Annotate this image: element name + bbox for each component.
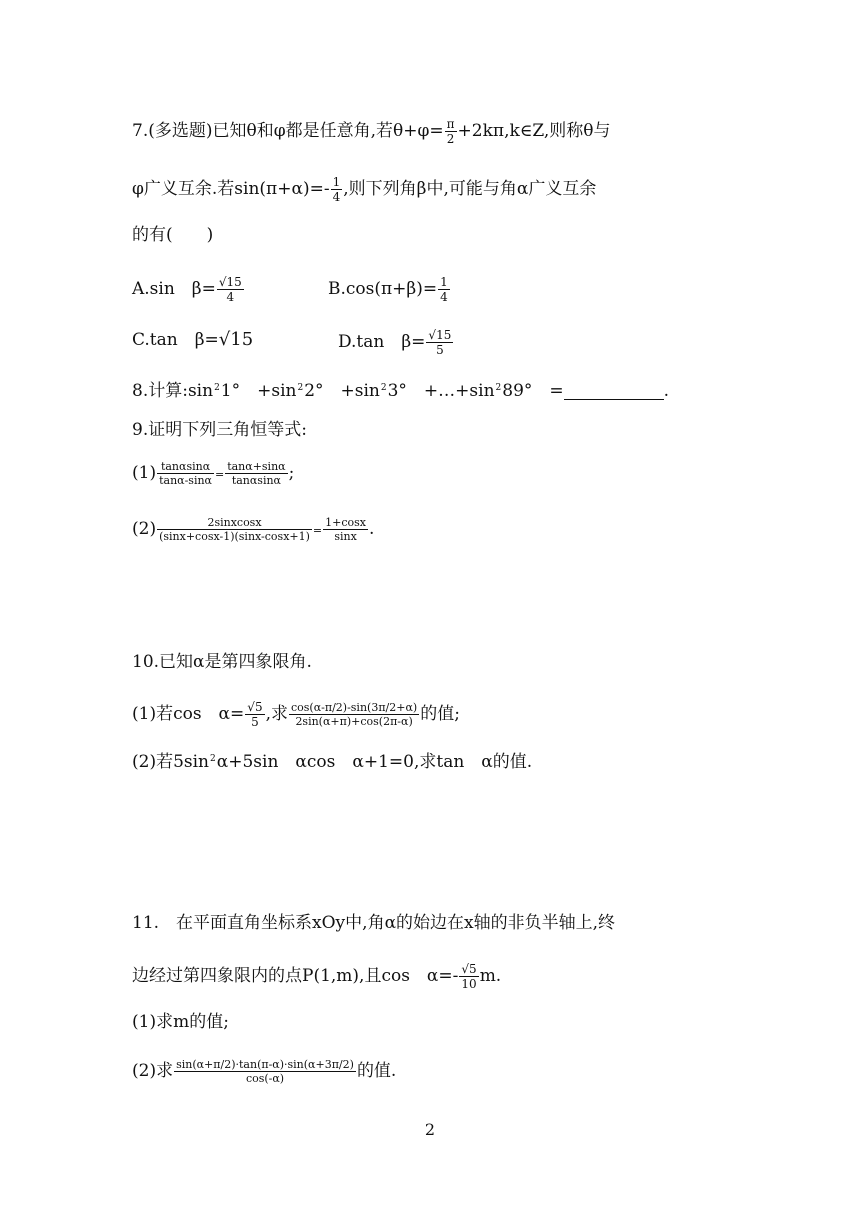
- q7-option-c: C.tan β=√15: [132, 329, 254, 350]
- fraction: $\frac{\tan\alpha+\sin\alpha}{\tan\alpha\sin\alpha}$: [227, 460, 286, 487]
- q9-title: 9.证明下列三角恒等式:: [132, 420, 307, 440]
- q10-part-2: (2)若$5\sin^2\alpha+5\sin$ αcos α+1=0,求tan α的值.: [132, 752, 533, 772]
- fraction: $\frac{\text{2sinxcosx}}{(\sin x+\cos x-1)(\sin x-\cos x+1)}$: [159, 516, 310, 543]
- q9-part-1: (1) $\frac{\tan\alpha\sin\alpha}{\tan\alpha-\sin\alpha}$ = $\frac{\tan\alpha+\sin\alpha}{\tan\alpha\sin\alpha}$ ;: [132, 460, 295, 487]
- fraction: $\frac{√5}{5}$: [247, 700, 263, 729]
- q7-option-a: A.sin β= $\frac{√15}{4}$: [132, 275, 242, 304]
- fraction: $\frac{\cos(\alpha-\pi/2)-\sin(3\pi/2+\alpha)}{2\sin(\alpha+\pi)+\cos(2\pi-\alpha)}$: [290, 701, 418, 728]
- fraction-pi-over-2: $\frac{\pi}{2}$: [446, 117, 455, 146]
- q11-line-2: 边经过第四象限内的点P(1,m),且cos α=- $\frac{√5}{10}$ m.: [132, 962, 502, 991]
- q11-part-2: (2)求 $\frac{\sin(\alpha+\pi/2)\cdot\tan(\pi-\alpha)\cdot\sin(\alpha+3\pi/2)}{\cos(-\alpha)}$ 的值.: [132, 1058, 397, 1085]
- fraction: $\frac{1}{4}$: [440, 275, 448, 304]
- page-number: 2: [424, 1120, 436, 1139]
- q9-part-2: (2) $\frac{\text{2sinxcosx}}{(\sin x+\cos x-1)(\sin x-\cos x+1)}$ = $\frac{1+\cos x}{\sin x}$ .: [132, 516, 375, 543]
- fraction: $\frac{√5}{10}$: [461, 962, 477, 991]
- q10-part-1: (1)若cos α= $\frac{√5}{5}$ ,求 $\frac{\cos(\alpha-\pi/2)-\sin(3\pi/2+\alpha)}{2\sin(\alpha+\pi)+\cos(2\pi-\alpha)}$ 的值;: [132, 700, 460, 729]
- q11-part-1: (1)求m的值;: [132, 1012, 229, 1032]
- q7-line-3: 的有( ): [132, 225, 214, 245]
- fraction-one-quarter: $\frac{1}{4}$: [332, 175, 341, 204]
- fraction: $\frac{1+\cos x}{\sin x}$: [325, 516, 366, 543]
- q7-text: 7.(多选题)已知θ和φ都是任意角,若θ+φ=: [132, 121, 444, 141]
- answer-blank: [564, 381, 664, 400]
- q7-text: +2kπ,k∈Z,则称θ与: [457, 121, 611, 141]
- fraction: $\frac{\tan\alpha\sin\alpha}{\tan\alpha-\sin\alpha}$: [159, 460, 212, 487]
- q11-line-1: 11. 在平面直角坐标系xOy中,角α的始边在x轴的非负半轴上,终: [132, 913, 616, 933]
- fraction: $\frac{\sin(\alpha+\pi/2)\cdot\tan(\pi-\alpha)\cdot\sin(\alpha+3\pi/2)}{\cos(-\alpha)}$: [176, 1058, 354, 1085]
- fraction: $\frac{√15}{5}$: [428, 328, 452, 357]
- q7-line-1: [132, 117, 611, 146]
- q7-line-2: [132, 175, 596, 204]
- q8-line: 8.计算$:\sin^21^\circ$ $+\sin^22^\circ$ $+\sin^23^\circ$ $+\dots+\sin^289^\circ$ = .: [132, 381, 670, 401]
- q7-text: ,则下列角β中,可能与角α广义互余: [343, 179, 597, 199]
- q10-title: 10.已知α是第四象限角.: [132, 652, 312, 672]
- fraction: $\frac{√15}{4}$: [218, 275, 242, 304]
- q7-text: φ广义互余.若sin(π+α)=-: [132, 179, 330, 199]
- q7-option-d: D.tan β= $\frac{√15}{5}$: [338, 328, 452, 357]
- q7-option-b: B.cos(π+β)= $\frac{1}{4}$: [328, 275, 448, 304]
